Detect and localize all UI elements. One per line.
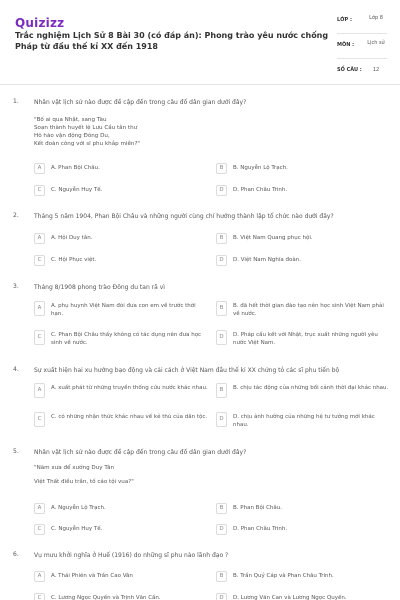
question-number: 6.: [13, 551, 19, 558]
question-number: 4.: [13, 366, 19, 373]
option-text: B. Nguyễn Lộ Trạch.: [233, 165, 288, 171]
quote-line: Kết đoàn công với sĩ phu khắp miền?": [34, 141, 140, 147]
option-letter: D: [216, 185, 227, 196]
option-text: D. Phan Châu Trinh.: [233, 187, 288, 193]
subject-value: Lịch sử: [367, 40, 385, 46]
option-text: B. Việt Nam Quang phục hội.: [233, 235, 313, 241]
option-letter: C: [34, 524, 45, 535]
question-text: Tháng 8/1908 phong trào Đông du tan rã vì: [34, 284, 165, 291]
option-letter: C: [34, 593, 45, 600]
worksheet-header: [0, 0, 400, 84]
option-text: D. Pháp cấu kết với Nhật, trục xuất những người yêu nước Việt Nam.: [233, 332, 378, 346]
option-text: B. Trần Quý Cáp và Phan Châu Trinh.: [233, 573, 334, 579]
option-letter: A: [34, 301, 45, 316]
option-letter: B: [216, 571, 227, 582]
option-letter: C: [34, 255, 45, 266]
option-letter: B: [216, 233, 227, 244]
option-text: C. Nguyễn Huy Tế.: [51, 526, 103, 532]
option-letter: A: [34, 503, 45, 514]
option-text: C. Nguyễn Huy Tế.: [51, 187, 103, 193]
option-text: A. Hội Duy tân.: [51, 235, 93, 241]
option-letter: C: [34, 185, 45, 196]
question-number: 1.: [13, 98, 19, 105]
option-letter: A: [34, 233, 45, 244]
option-text: D. Việt Nam Nghĩa đoàn.: [233, 257, 301, 263]
question-text: Sự xuất hiện hai xu hướng bạo động và cải cách ở Việt Nam đầu thế kỉ XX chứng tỏ các sĩ phu tiến bộ: [34, 367, 340, 374]
question-number: 3.: [13, 283, 19, 290]
option-text: A. phụ huynh Việt Nam đòi đưa con em về trước thời hạn.: [51, 303, 196, 317]
option-letter: D: [216, 330, 227, 345]
question-text: Nhân vật lịch sử nào được đề cập đến trong câu đố dân gian dưới đây?: [34, 449, 247, 456]
option-letter: D: [216, 593, 227, 600]
meta-divider: [337, 33, 387, 34]
option-text: A. Thái Phiên và Trần Cao Vân: [51, 573, 133, 579]
option-letter: A: [34, 163, 45, 174]
option-text: A. Phan Bội Châu.: [51, 165, 100, 171]
meta-divider: [337, 58, 387, 59]
option-text: A. Nguyễn Lộ Trạch.: [51, 505, 106, 511]
option-text: B. Phan Bội Châu.: [233, 505, 283, 511]
option-letter: D: [216, 524, 227, 535]
quote-line: Việt Thất điều trần, tố cáo tội vua?": [34, 479, 134, 485]
option-letter: B: [216, 163, 227, 174]
option-text: C. có những nhận thức khác nhau về kẻ thù của dân tộc.: [51, 414, 208, 420]
option-letter: A: [34, 571, 45, 582]
option-letter: D: [216, 255, 227, 266]
option-text: C. Hội Phục việt.: [51, 257, 97, 263]
question-text: Nhân vật lịch sử nào được đề cập đến trong câu đố dân gian dưới đây?: [34, 99, 247, 106]
quote-line: "Bố ai qua Nhật, sang Tàu: [34, 117, 107, 123]
option-letter: C: [34, 412, 45, 427]
quote-line: Soạn thành huyết lệ Lưu Cầu tân thư: [34, 125, 138, 131]
option-text: C. Lương Ngọc Quyến và Trịnh Văn Cấn.: [51, 595, 161, 600]
quote-line: "Năm xưa để xướng Duy Tân: [34, 465, 115, 471]
option-letter: C: [34, 330, 45, 345]
question-text: Vụ mưu khởi nghĩa ở Huế (1916) do những sĩ phu nào lãnh đạo ?: [34, 552, 229, 559]
option-letter: D: [216, 412, 227, 427]
option-letter: B: [216, 301, 227, 316]
option-text: D. Lương Văn Can và Lương Ngọc Quyến.: [233, 595, 347, 600]
option-text: C. Phan Bội Châu thấy không có tác dụng nên đưa học sinh về nước.: [51, 332, 202, 346]
header-divider: [0, 84, 400, 85]
question-number: 5.: [13, 448, 19, 455]
question-text: Tháng 5 năm 1904, Phan Bội Châu và những người cùng chí hướng thành lập tổ chức nào dưới đây?: [34, 213, 334, 220]
option-text: D. Phan Châu Trinh.: [233, 526, 288, 532]
question-count-label: SỐ CÂU :: [337, 67, 362, 73]
subject-label: MÔN :: [337, 42, 355, 48]
question-number: 2.: [13, 212, 19, 219]
option-text: B. đã hết thời gian đào tạo nên học sinh Việt Nam phải về nước.: [233, 303, 384, 317]
question-count-value: 12: [372, 67, 380, 73]
quizizz-logo[interactable]: Quizizz: [15, 16, 65, 30]
worksheet-title: Trắc nghiệm Lịch Sử 8 Bài 30 (có đáp án): Phong trào yêu nước chống Pháp từ đầu thế kỉ XX đến 1918: [15, 31, 329, 51]
option-letter: B: [216, 383, 227, 398]
option-letter: B: [216, 503, 227, 514]
option-text: B. chịu tác động của những bối cảnh thời đại khác nhau.: [233, 385, 389, 391]
grade-value: Lớp 8: [369, 15, 383, 21]
quote-line: Hô hào vận động Đông Du,: [34, 133, 110, 139]
option-letter: A: [34, 383, 45, 398]
grade-label: LỚP :: [337, 17, 352, 23]
option-text: A. xuất phát từ những truyền thống cứu nước khác nhau.: [51, 385, 208, 391]
option-text: D. chịu ảnh hưởng của những hệ tư tưởng mới khác nhau.: [233, 414, 375, 428]
